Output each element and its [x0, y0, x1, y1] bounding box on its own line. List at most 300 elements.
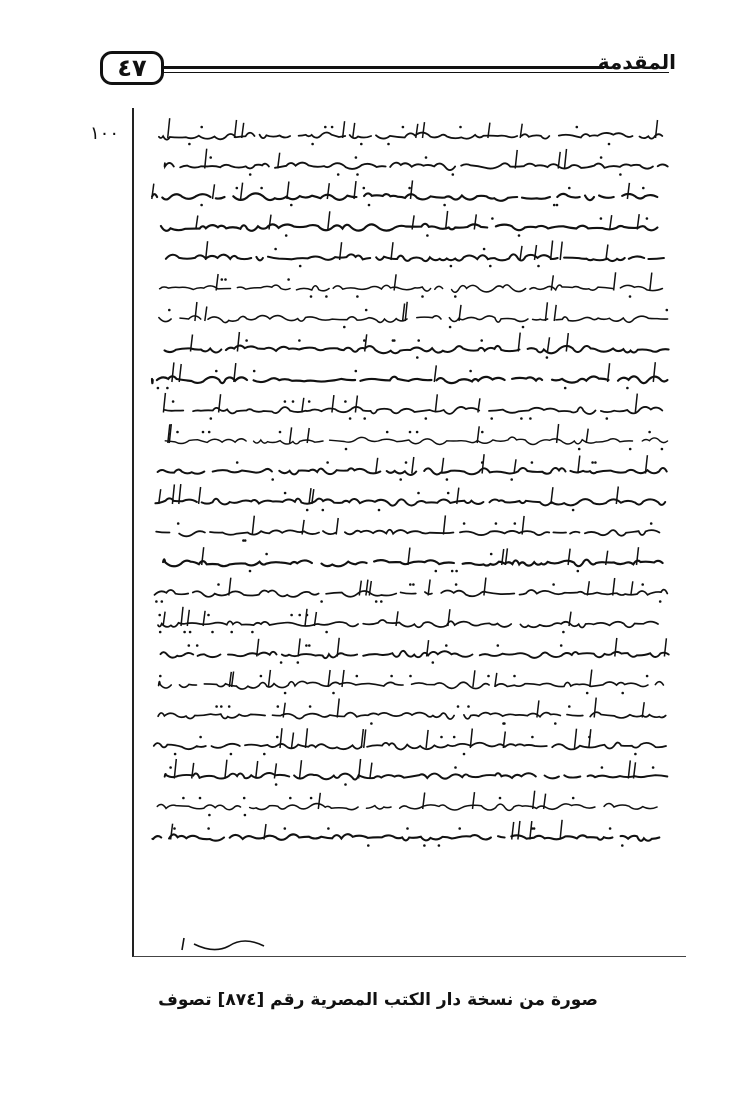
handwriting-dot	[207, 614, 210, 617]
handwriting-stroke	[256, 761, 258, 779]
handwriting-dot	[531, 736, 534, 739]
handwriting-dot	[177, 522, 180, 525]
handwriting-stroke	[428, 580, 430, 596]
handwriting-dot	[440, 736, 443, 739]
handwriting-dot	[345, 448, 348, 451]
handwriting-stroke	[171, 824, 173, 840]
handwriting-dot	[284, 692, 287, 695]
handwriting-dot	[174, 753, 177, 756]
handwriting-dot	[510, 478, 513, 481]
handwriting-line	[157, 803, 657, 810]
handwriting-dot	[463, 522, 466, 525]
handwriting-dot	[457, 705, 460, 708]
handwriting-dot	[298, 339, 301, 342]
handwriting-dot	[386, 431, 389, 434]
handwriting-stroke	[446, 211, 448, 230]
handwriting-stroke	[172, 362, 174, 382]
handwriting-dot	[483, 248, 486, 251]
handwriting-stroke	[168, 118, 170, 138]
handwriting-dot	[189, 631, 192, 634]
handwriting-dot	[344, 400, 347, 403]
handwriting-dot	[409, 431, 412, 434]
handwriting-stroke	[515, 150, 517, 169]
handwriting-stroke	[287, 182, 289, 200]
handwriting-dot	[522, 326, 525, 329]
handwriting-stroke	[361, 729, 363, 748]
handwriting-stroke	[298, 638, 300, 656]
handwriting-line	[155, 498, 665, 505]
handwriting-dot	[578, 448, 581, 451]
handwriting-dot	[199, 736, 202, 739]
handwriting-dot	[577, 570, 580, 573]
handwriting-dot	[343, 326, 346, 329]
handwriting-dot	[320, 600, 323, 603]
handwriting-dot	[576, 126, 579, 129]
handwriting-stroke	[548, 337, 550, 351]
closing-stroke	[182, 938, 264, 950]
handwriting-dot	[416, 431, 419, 434]
handwriting-dot	[356, 295, 359, 298]
handwriting-stroke	[608, 363, 610, 382]
handwriting-stroke	[292, 733, 294, 749]
handwriting-stroke	[237, 332, 239, 352]
handwriting-line	[161, 224, 658, 231]
figure-caption: صورة من نسخة دار الكتب المصرية رقم [٨٧٤] تصوف	[158, 990, 598, 1010]
handwriting-stroke	[252, 516, 254, 535]
handwriting-stroke	[213, 184, 215, 199]
handwriting-dot	[553, 204, 556, 207]
handwriting-stroke	[566, 333, 568, 351]
handwriting-dot	[182, 797, 185, 800]
handwriting-dot	[480, 339, 483, 342]
handwriting-line	[161, 651, 669, 658]
handwriting-dot	[221, 278, 224, 281]
handwriting-dot	[661, 448, 664, 451]
handwriting-dot	[412, 583, 415, 586]
handwriting-stroke	[615, 638, 617, 657]
handwriting-dot	[322, 509, 325, 512]
handwriting-dot	[249, 570, 252, 573]
handwriting-stroke	[575, 729, 577, 748]
handwriting-stroke	[196, 216, 198, 230]
handwriting-stroke	[568, 549, 570, 565]
handwriting-dot	[309, 705, 312, 708]
handwriting-stroke	[364, 729, 366, 748]
handwriting-dot	[208, 814, 211, 817]
handwriting-dot	[305, 644, 308, 647]
handwriting-dot	[513, 675, 516, 678]
handwriting-stroke	[435, 394, 437, 412]
handwriting-dot	[490, 553, 493, 556]
handwriting-stroke	[594, 698, 596, 718]
handwriting-stroke	[520, 246, 522, 260]
handwriting-dot	[375, 600, 378, 603]
handwriting-line	[152, 834, 659, 841]
handwriting-line	[158, 712, 666, 719]
handwriting-dot	[159, 675, 162, 678]
handwriting-dot	[228, 705, 231, 708]
handwriting-stroke	[551, 241, 553, 261]
handwriting-dot	[308, 400, 311, 403]
handwriting-stroke	[473, 792, 475, 809]
handwriting-dot	[299, 265, 302, 268]
handwriting-dot	[290, 614, 293, 617]
handwriting-dot	[564, 387, 567, 390]
handwriting-stroke	[423, 122, 425, 138]
handwriting-dot	[601, 766, 604, 769]
handwriting-dot	[349, 417, 352, 420]
handwriting-dot	[331, 126, 334, 129]
handwriting-stroke	[405, 302, 407, 321]
handwriting-stroke	[448, 609, 450, 626]
handwriting-dot	[454, 766, 457, 769]
handwriting-stroke	[560, 242, 562, 260]
handwriting-dot	[166, 387, 169, 390]
handwriting-dot	[355, 156, 358, 159]
handwriting-dot	[455, 570, 458, 573]
handwriting-stroke	[512, 822, 514, 840]
handwriting-dot	[220, 705, 223, 708]
handwriting-dot	[453, 736, 456, 739]
handwriting-dot	[306, 614, 309, 617]
handwriting-dot	[608, 143, 611, 146]
handwriting-stroke	[442, 458, 444, 474]
handwriting-dot	[425, 417, 428, 420]
handwriting-dot	[495, 522, 498, 525]
handwriting-dot	[406, 827, 409, 830]
handwriting-dot	[481, 461, 484, 464]
handwriting-dot	[626, 387, 629, 390]
handwriting-dot	[520, 417, 523, 420]
handwriting-dot	[209, 156, 212, 159]
handwriting-line	[160, 285, 663, 292]
handwriting-dot	[451, 570, 454, 573]
handwriting-stroke	[274, 763, 276, 778]
handwriting-line	[165, 346, 669, 354]
handwriting-dot	[489, 265, 492, 268]
handwriting-dot	[621, 692, 624, 695]
handwriting-stroke	[353, 123, 355, 138]
handwriting-stroke	[565, 149, 567, 169]
handwriting-dot	[284, 400, 287, 403]
handwriting-stroke	[482, 454, 484, 473]
handwriting-dot	[325, 631, 328, 634]
handwriting-stroke	[359, 581, 361, 596]
handwriting-dot	[652, 766, 655, 769]
handwriting-dot	[287, 278, 290, 281]
handwriting-dot	[454, 295, 457, 298]
handwriting-dot	[210, 417, 213, 420]
handwriting-dot	[642, 187, 645, 190]
handwriting-line	[155, 590, 668, 597]
handwriting-dot	[499, 797, 502, 800]
handwriting-line	[165, 163, 668, 170]
header-rule-thick	[164, 66, 604, 69]
handwriting-stroke	[290, 427, 292, 443]
handwriting-stroke	[586, 429, 588, 443]
handwriting-stroke	[590, 670, 592, 687]
handwriting-dot	[306, 509, 309, 512]
handwriting-dot	[157, 387, 160, 390]
handwriting-stroke	[318, 793, 320, 809]
handwriting-stroke	[589, 729, 591, 748]
handwriting-dot	[552, 583, 555, 586]
handwriting-stroke	[518, 821, 520, 840]
handwriting-dot	[260, 675, 263, 678]
handwriting-dot	[572, 797, 575, 800]
handwriting-dot	[450, 265, 453, 268]
handwriting-stroke	[554, 305, 556, 321]
handwriting-dot	[202, 431, 205, 434]
handwriting-stroke	[653, 362, 655, 382]
handwriting-stroke	[305, 609, 307, 626]
handwriting-dot	[529, 417, 532, 420]
handwriting-dot	[481, 431, 484, 434]
handwriting-dot	[402, 126, 405, 129]
handwriting-stroke	[302, 398, 304, 413]
handwriting-dot	[469, 370, 472, 373]
handwriting-dot	[332, 692, 335, 695]
handwriting-dot	[363, 417, 366, 420]
handwriting-stroke	[365, 334, 367, 351]
handwriting-dot	[641, 583, 644, 586]
handwriting-stroke	[551, 487, 553, 504]
handwriting-dot	[438, 844, 441, 847]
handwriting-dot	[230, 631, 233, 634]
handwriting-dot	[236, 187, 239, 190]
handwriting-stroke	[610, 215, 612, 229]
handwriting-stroke	[337, 699, 339, 718]
handwriting-dot	[161, 600, 164, 603]
handwriting-dot	[621, 844, 624, 847]
handwriting-stroke	[514, 459, 516, 473]
handwriting-dot	[432, 661, 435, 664]
handwriting-stroke	[426, 730, 428, 748]
section-title: المقدمة	[597, 50, 676, 74]
handwriting-line	[166, 254, 664, 261]
handwriting-dot	[435, 570, 438, 573]
handwriting-dot	[365, 309, 368, 312]
handwriting-dot	[215, 705, 218, 708]
handwriting-dot	[243, 797, 246, 800]
handwriting-stroke	[396, 611, 398, 626]
handwriting-stroke	[225, 760, 227, 779]
handwriting-dot	[459, 126, 462, 129]
handwriting-line	[156, 530, 659, 537]
handwriting-dot	[285, 234, 288, 237]
handwriting-dot	[370, 722, 373, 725]
handwriting-dot	[588, 736, 591, 739]
page-header	[0, 0, 756, 100]
handwriting-dot	[423, 844, 426, 847]
handwriting-dot	[449, 326, 452, 329]
handwriting-stroke	[305, 728, 307, 748]
handwriting-dot	[600, 156, 603, 159]
handwriting-line	[163, 559, 662, 566]
handwriting-dot	[327, 827, 330, 830]
handwriting-dot	[280, 661, 283, 664]
handwriting-dot	[271, 478, 274, 481]
handwriting-dot	[531, 461, 534, 464]
handwriting-stroke	[300, 760, 302, 778]
handwriting-dot	[284, 827, 287, 830]
handwriting-dot	[491, 217, 494, 220]
handwriting-dot	[275, 783, 278, 786]
handwriting-dot	[378, 509, 381, 512]
handwriting-stroke	[376, 458, 378, 474]
handwriting-dot	[487, 675, 490, 678]
handwriting-dot	[648, 431, 651, 434]
handwriting-dot	[416, 356, 419, 359]
handwriting-dot	[200, 126, 203, 129]
handwriting-stroke	[328, 211, 330, 229]
handwriting-line	[164, 407, 662, 414]
handwriting-stroke	[280, 728, 282, 748]
handwriting-dot	[367, 844, 370, 847]
handwriting-dot	[646, 217, 649, 220]
handwriting-dot	[629, 295, 632, 298]
handwriting-line	[159, 681, 664, 689]
handwriting-dot	[399, 478, 402, 481]
handwriting-dot	[497, 644, 500, 647]
handwriting-dot	[158, 614, 161, 617]
handwriting-line	[143, 376, 667, 383]
handwriting-stroke	[637, 547, 639, 565]
handwriting-stroke	[370, 763, 372, 779]
handwriting-dot	[458, 827, 461, 830]
handwriting-dot	[650, 522, 653, 525]
handwriting-dot	[159, 631, 162, 634]
handwriting-dot	[537, 265, 540, 268]
handwriting-stroke	[477, 426, 479, 443]
handwriting-dot	[467, 705, 470, 708]
handwriting-dot	[260, 187, 263, 190]
handwriting-dot	[284, 492, 287, 495]
handwriting-dot	[502, 722, 505, 725]
manuscript-image	[132, 108, 686, 957]
handwriting-stroke	[533, 791, 535, 809]
handwriting-dot	[172, 400, 175, 403]
handwriting-dot	[183, 631, 186, 634]
handwriting-line	[165, 773, 668, 780]
handwriting-stroke	[474, 214, 476, 229]
handwriting-dot	[356, 675, 359, 678]
handwriting-dot	[417, 492, 420, 495]
handwriting-stroke	[411, 180, 413, 199]
handwriting-dot	[337, 173, 340, 176]
handwriting-dot	[277, 705, 280, 708]
handwriting-dot	[452, 173, 455, 176]
handwriting-stroke	[241, 183, 243, 199]
handwriting-dot	[421, 295, 424, 298]
handwriting-dot	[562, 631, 565, 634]
margin-mark: ١٠٠	[90, 123, 120, 144]
page-number: ٤٧	[100, 51, 164, 85]
handwriting-dot	[425, 156, 428, 159]
handwriting-dot	[409, 675, 412, 678]
handwriting-dot	[211, 631, 214, 634]
handwriting-dot	[207, 827, 210, 830]
handwriting-dot	[606, 417, 609, 420]
handwriting-stroke	[152, 184, 154, 199]
handwriting-dot	[215, 370, 218, 373]
handwriting-stroke	[394, 274, 396, 290]
handwriting-dot	[326, 461, 329, 464]
handwriting-dot	[230, 753, 233, 756]
handwriting-dot	[244, 814, 247, 817]
handwriting-dot	[518, 234, 521, 237]
handwriting-dot	[380, 600, 383, 603]
handwriting-dot	[586, 692, 589, 695]
handwriting-dot	[646, 675, 649, 678]
handwriting-stroke	[443, 515, 445, 534]
handwriting-stroke	[473, 670, 475, 687]
handwriting-stroke	[642, 702, 644, 717]
handwriting-dot	[263, 753, 266, 756]
handwriting-dot	[236, 461, 239, 464]
handwriting-dot	[355, 370, 358, 373]
handwriting-dot	[387, 143, 390, 146]
handwriting-stroke	[416, 124, 418, 138]
handwriting-dot	[244, 539, 247, 542]
handwriting-dot	[276, 736, 279, 739]
handwriting-stroke	[560, 820, 562, 840]
handwriting-dot	[274, 248, 277, 251]
handwriting-stroke	[635, 394, 637, 413]
handwriting-stroke	[283, 703, 285, 718]
handwriting-stroke	[627, 183, 629, 199]
handwriting-stroke	[268, 670, 270, 687]
handwriting-stroke	[650, 273, 652, 291]
handwriting-stroke	[503, 732, 505, 749]
handwriting-dot	[409, 583, 412, 586]
handwriting-dot	[196, 644, 199, 647]
handwriting-dot	[217, 583, 220, 586]
handwriting-stroke	[558, 152, 560, 169]
handwriting-dot	[514, 522, 517, 525]
handwriting-dot	[417, 339, 420, 342]
handwriting-dot	[600, 217, 603, 220]
handwriting-dot	[426, 234, 429, 237]
handwriting-dot	[609, 827, 612, 830]
handwriting-dot	[405, 461, 408, 464]
handwriting-stroke	[530, 821, 532, 839]
handwriting-dot	[324, 126, 327, 129]
handwriting-dot	[560, 644, 563, 647]
handwriting-dot	[245, 339, 248, 342]
handwriting-dot	[200, 204, 203, 207]
handwriting-dot	[360, 143, 363, 146]
handwriting-dot	[447, 492, 450, 495]
handwriting-stroke	[269, 215, 271, 230]
handwriting-dot	[169, 766, 172, 769]
handwriting-dot	[443, 204, 446, 207]
handwriting-dot	[292, 400, 295, 403]
handwriting-dot	[298, 614, 301, 617]
handwriting-dot	[659, 600, 662, 603]
handwriting-dot	[634, 753, 637, 756]
handwriting-dot	[199, 797, 202, 800]
handwriting-dot	[392, 339, 395, 342]
handwriting-dot	[554, 722, 557, 725]
handwriting-dot	[408, 187, 411, 190]
handwriting-dot	[297, 661, 300, 664]
handwriting-line	[158, 620, 658, 628]
handwriting-stroke	[327, 183, 329, 199]
handwriting-stroke	[391, 242, 393, 260]
handwriting-stroke	[336, 518, 338, 535]
handwriting-dot	[253, 370, 256, 373]
